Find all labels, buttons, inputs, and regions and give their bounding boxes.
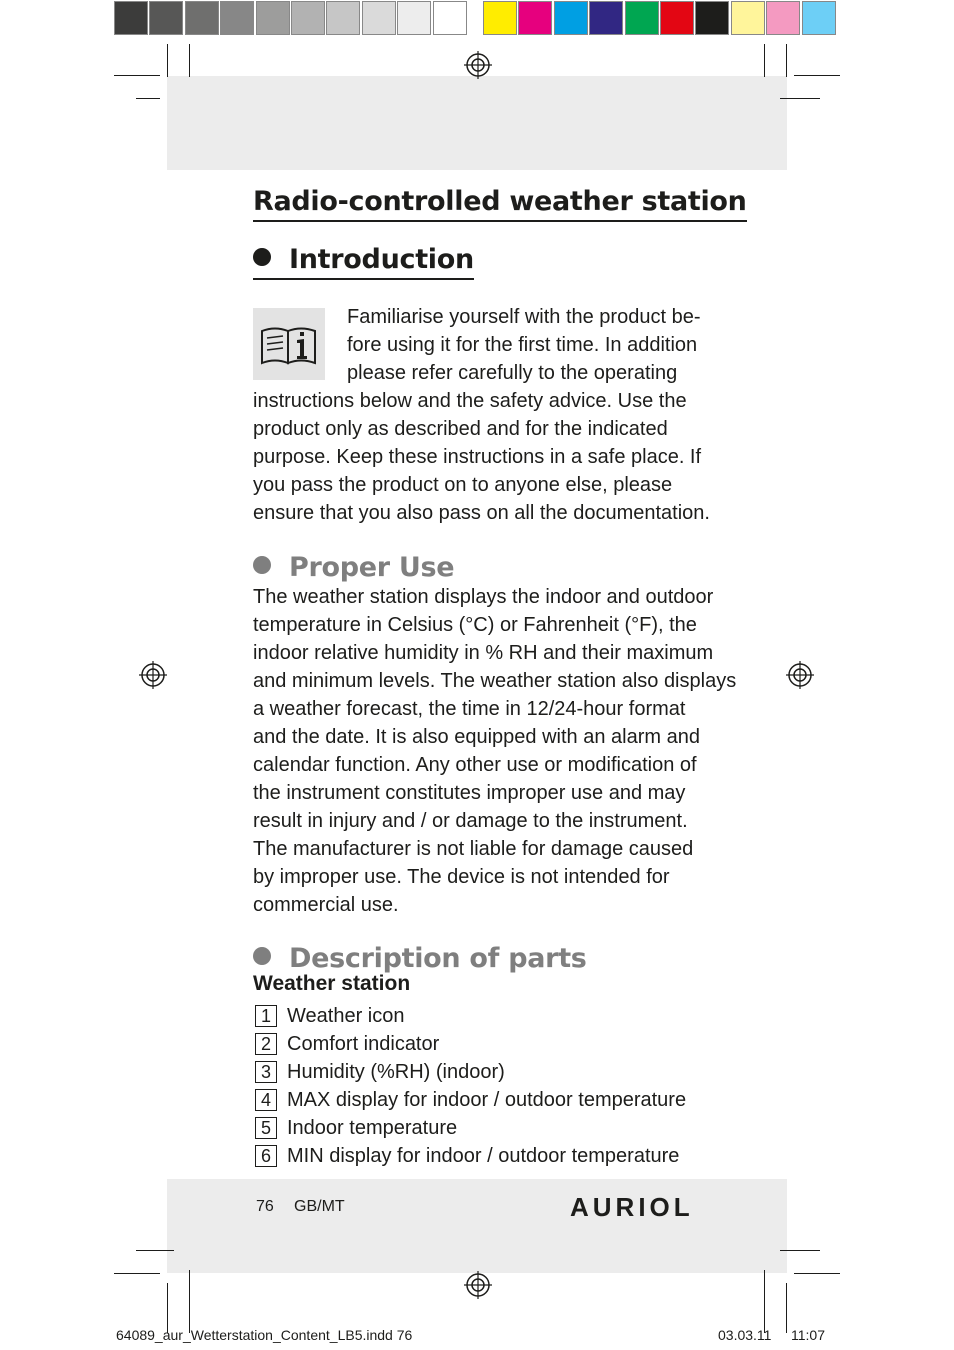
- part-number: 2: [255, 1033, 277, 1055]
- slug-date: 03.03.11: [718, 1327, 772, 1343]
- section-heading-proper-use: [253, 550, 454, 586]
- list-item: [255, 1002, 404, 1030]
- text-line: purpose. Keep these instructions in a safe place. If: [253, 446, 702, 468]
- text-line: the instrument constitutes improper use and may: [253, 782, 686, 804]
- color-swatch: [362, 1, 396, 35]
- color-swatch: [185, 1, 219, 35]
- color-swatch: [291, 1, 325, 35]
- bullet-icon: [253, 248, 271, 266]
- text-line: Familiarise yourself with the product be-: [347, 306, 701, 328]
- text-line: result in injury and / or damage to the instrument.: [253, 810, 688, 832]
- part-number: 5: [255, 1117, 277, 1139]
- part-label: MAX display for indoor / outdoor temperature: [287, 1088, 687, 1111]
- locale-code: GB/MT: [294, 1198, 345, 1215]
- crop-mark: [764, 44, 765, 77]
- color-swatch: [695, 1, 729, 35]
- proper-use-paragraph: [253, 583, 737, 919]
- header-block: [167, 76, 787, 170]
- part-number: 1: [255, 1005, 277, 1027]
- crop-mark: [794, 75, 840, 76]
- color-swatch: [589, 1, 623, 35]
- color-swatch: [149, 1, 183, 35]
- color-swatch: [766, 1, 800, 35]
- brand-logo: AURIOL: [570, 1192, 694, 1222]
- color-swatch: [114, 1, 148, 35]
- registration-mark-icon: [785, 660, 815, 690]
- text-line: The manufacturer is not liable for damage caused: [253, 838, 694, 860]
- crop-mark: [780, 98, 820, 99]
- heading-text: Introduction: [289, 244, 474, 275]
- crop-mark: [786, 1283, 787, 1333]
- color-swatch: [554, 1, 588, 35]
- color-swatch: [660, 1, 694, 35]
- parts-subheading: Weather station: [253, 972, 411, 995]
- color-swatch: [625, 1, 659, 35]
- text-line: indoor relative humidity in % RH and their maximum: [253, 642, 714, 664]
- crop-mark: [764, 1270, 765, 1333]
- text-line: ensure that you also pass on all the documentation.: [253, 502, 710, 524]
- color-swatch: [220, 1, 254, 35]
- crop-mark: [136, 1250, 174, 1251]
- crop-mark: [189, 44, 190, 77]
- crop-mark: [786, 44, 787, 77]
- crop-mark: [780, 1250, 820, 1251]
- process-color-bar: [483, 1, 837, 35]
- intro-paragraph-short: [347, 303, 807, 387]
- color-swatch: [397, 1, 431, 35]
- text-line: temperature in Celsius (°C) or Fahrenheit (°F), the: [253, 614, 697, 636]
- text-line: product only as described and for the indicated: [253, 418, 668, 440]
- text-line: please refer carefully to the operating: [347, 362, 678, 384]
- crop-mark: [114, 1273, 160, 1274]
- crop-mark: [189, 1270, 190, 1333]
- text-line: a weather forecast, the time in 12/24-hour format: [253, 698, 686, 720]
- page-title: Radio-controlled weather station: [253, 184, 747, 222]
- registration-mark-icon: [463, 50, 493, 80]
- bullet-icon: [253, 556, 271, 574]
- color-swatch: [326, 1, 360, 35]
- color-swatch: [731, 1, 765, 35]
- footer-block: [167, 1179, 787, 1273]
- text-line: calendar function. Any other use or modification of: [253, 754, 697, 776]
- text-line: and minimum levels. The weather station also displays: [253, 670, 737, 692]
- registration-mark-icon: [138, 660, 168, 690]
- color-swatch: [483, 1, 517, 35]
- text-line: by improper use. The device is not intended for: [253, 866, 670, 888]
- list-item: [255, 1058, 505, 1086]
- heading-text: Proper Use: [289, 552, 455, 583]
- text-line: fore using it for the first time. In addition: [347, 334, 698, 356]
- crop-mark: [114, 75, 160, 76]
- list-item: [255, 1030, 439, 1058]
- part-label: Indoor temperature: [287, 1116, 458, 1139]
- text-line: instructions below and the safety advice. Use the: [253, 390, 687, 412]
- list-item: [255, 1142, 679, 1170]
- part-number: 4: [255, 1089, 277, 1111]
- slug-time: 11:07: [791, 1327, 825, 1343]
- part-number: 6: [255, 1145, 277, 1167]
- intro-paragraph: [253, 387, 713, 527]
- registration-mark-icon: [463, 1270, 493, 1300]
- color-swatch: [433, 1, 467, 35]
- book-info-icon: [253, 308, 325, 380]
- text-line: and the date. It is also equipped with an alarm and: [253, 726, 700, 748]
- crop-mark: [167, 1283, 168, 1333]
- text-line: The weather station displays the indoor and outdoor: [253, 586, 714, 608]
- crop-mark: [794, 1273, 840, 1274]
- slug-file: 64089_aur_Wetterstation_Content_LB5.indd 76: [116, 1327, 413, 1343]
- list-item: [255, 1086, 686, 1114]
- color-swatch: [518, 1, 552, 35]
- bullet-icon: [253, 947, 271, 965]
- gray-color-bar: [114, 1, 468, 37]
- crop-mark: [167, 44, 168, 77]
- text-line: commercial use.: [253, 894, 399, 916]
- crop-mark: [136, 98, 160, 99]
- heading-text: Description of parts: [289, 943, 587, 974]
- color-swatch: [256, 1, 290, 35]
- list-item: [255, 1114, 457, 1142]
- color-swatch: [802, 1, 836, 35]
- page-number: 76: [256, 1198, 274, 1215]
- section-heading-introduction: [253, 242, 474, 280]
- text-line: you pass the product on to anyone else, please: [253, 474, 673, 496]
- part-label: MIN display for indoor / outdoor temperature: [287, 1144, 680, 1167]
- part-label: Weather icon: [287, 1004, 405, 1027]
- part-label: Comfort indicator: [287, 1032, 440, 1055]
- part-label: Humidity (%RH) (indoor): [287, 1060, 505, 1083]
- part-number: 3: [255, 1061, 277, 1083]
